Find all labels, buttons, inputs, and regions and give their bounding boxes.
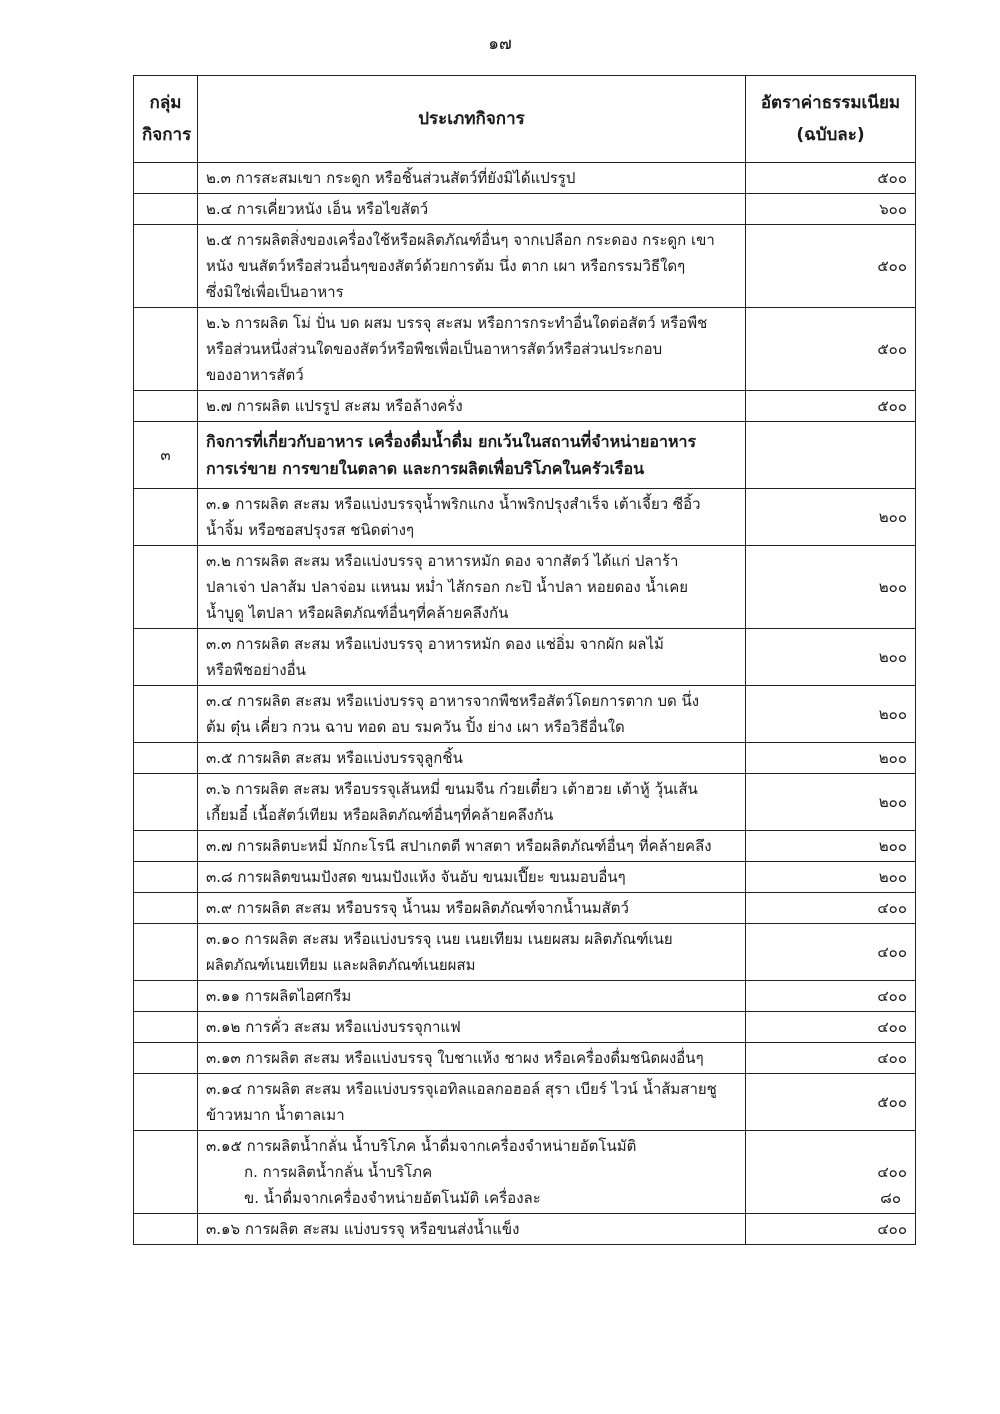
fee-value: ๒๐๐ <box>746 743 916 774</box>
fee-value: ๒๐๐ <box>746 774 916 831</box>
group-cell <box>134 163 198 194</box>
table-row <box>134 1043 916 1074</box>
activity-cell <box>198 391 746 422</box>
table-row <box>134 308 916 391</box>
table-row <box>134 774 916 831</box>
group-cell <box>134 924 198 981</box>
group-cell <box>134 225 198 308</box>
activity-line: การเร่ขาย การขายในตลาด และการผลิตเพื่อบริโภคในครัวเรือน <box>206 459 645 478</box>
activity-cell <box>198 308 746 391</box>
activity-cell <box>198 1012 746 1043</box>
activity-cell <box>198 1131 746 1214</box>
fee-value: ๕๐๐ <box>746 163 916 194</box>
table-row <box>134 163 916 194</box>
group-cell <box>134 831 198 862</box>
activity-cell <box>198 981 746 1012</box>
fee-value <box>746 422 916 489</box>
group-cell <box>134 686 198 743</box>
table-row <box>134 489 916 546</box>
activity-cell <box>198 743 746 774</box>
fee-value: ๒๐๐ <box>746 546 916 629</box>
fee-table <box>133 75 916 1245</box>
fee-value: ๒๐๐ <box>746 862 916 893</box>
fee-value: ๔๐๐ <box>746 981 916 1012</box>
activity-cell <box>198 893 746 924</box>
group-cell <box>134 1043 198 1074</box>
activity-line: ของอาหารสัตว์ <box>206 366 304 384</box>
activity-cell <box>198 774 746 831</box>
group-cell <box>134 391 198 422</box>
activity-line: น้ำจิ้ม หรือซอสปรุงรส ชนิดต่างๆ <box>206 521 415 539</box>
activity-line: ปลาเจ่า ปลาส้ม ปลาจ่อม แหนม หม่ำ ไส้กรอก กะปิ น้ำปลา หอยดอง น้ำเคย <box>206 578 689 596</box>
activity-line: ๒.๕ การผลิตสิ่งของเครื่องใช้หรือผลิตภัณฑ์อื่นๆ จากเปลือก กระดอง กระดูก เขา <box>206 231 715 249</box>
activity-line: ๓.๘ การผลิตขนมปังสด ขนมปังแห้ง จันอับ ขนมเปี๊ยะ ขนมอบอื่นๆ <box>206 868 626 886</box>
group-cell: ๓ <box>134 422 198 489</box>
fee-value: ๒๐๐ <box>746 489 916 546</box>
group-cell <box>134 774 198 831</box>
page-number: ๑๗ <box>488 34 512 54</box>
activity-line: ๓.๔ การผลิต สะสม หรือแบ่งบรรจุ อาหารจากพืชหรือสัตว์โดยการตาก บด นึ่ง <box>206 692 700 710</box>
activity-cell <box>198 194 746 225</box>
activity-line: ๓.๒ การผลิต สะสม หรือแบ่งบรรจุ อาหารหมัก ดอง จากสัตว์ ได้แก่ ปลาร้า <box>206 552 679 570</box>
fee-cell <box>746 1131 916 1214</box>
activity-cell <box>198 862 746 893</box>
activity-cell <box>198 629 746 686</box>
fee-value: ๔๐๐ <box>746 893 916 924</box>
table-row <box>134 1131 916 1214</box>
table-row <box>134 1012 916 1043</box>
activity-line: กิจการที่เกี่ยวกับอาหาร เครื่องดื่มน้ำดื่ม ยกเว้นในสถานที่จำหน่ายอาหาร <box>206 432 697 451</box>
activity-line: หรือส่วนหนึ่งส่วนใดของสัตว์หรือพืชเพื่อเป็นอาหารสัตว์หรือส่วนประกอบ <box>206 340 663 358</box>
section-heading-row <box>134 422 916 489</box>
activity-line: ๓.๖ การผลิต สะสม หรือบรรจุเส้นหมี่ ขนมจีน ก๋วยเตี๋ยว เต้าฮวย เต้าหู้ วุ้นเส้น <box>206 780 698 798</box>
fee-value: ๕๐๐ <box>746 391 916 422</box>
activity-cell <box>198 489 746 546</box>
table-row <box>134 686 916 743</box>
table-row <box>134 924 916 981</box>
group-cell <box>134 743 198 774</box>
table-row <box>134 893 916 924</box>
fee-value: ๕๐๐ <box>746 308 916 391</box>
table-row <box>134 391 916 422</box>
fee-value: ๖๐๐ <box>746 194 916 225</box>
group-cell <box>134 194 198 225</box>
table-header-row <box>134 76 916 163</box>
activity-subline: ข. น้ำดื่มจากเครื่องจำหน่ายอัตโนมัติ เครื่องละ <box>244 1189 541 1207</box>
header-group: กลุ่ม กิจการ <box>134 76 198 163</box>
fee-value: ๔๐๐ <box>877 1163 907 1181</box>
group-cell <box>134 1214 198 1245</box>
activity-line: ๓.๑๐ การผลิต สะสม หรือแบ่งบรรจุ เนย เนยเทียม เนยผสม ผลิตภัณฑ์เนย <box>206 930 673 948</box>
table-row <box>134 862 916 893</box>
fee-value: ๔๐๐ <box>746 924 916 981</box>
activity-line: ๓.๑๑ การผลิตไอศกรีม <box>206 987 352 1005</box>
table-row <box>134 981 916 1012</box>
activity-cell <box>198 924 746 981</box>
activity-cell <box>198 422 746 489</box>
fee-value: ๘๐ <box>880 1189 901 1207</box>
activity-line: ๓.๙ การผลิต สะสม หรือบรรจุ น้ำนม หรือผลิตภัณฑ์จากน้ำนมสัตว์ <box>206 899 629 917</box>
activity-line: ๒.๓ การสะสมเขา กระดูก หรือชิ้นส่วนสัตว์ที่ยังมิได้แปรรูป <box>206 169 576 187</box>
activity-line: หรือพืชอย่างอื่น <box>206 661 306 679</box>
table-row <box>134 194 916 225</box>
activity-line: ซึ่งมิใช่เพื่อเป็นอาหาร <box>206 283 344 301</box>
table-row <box>134 1074 916 1131</box>
fee-value: ๔๐๐ <box>746 1043 916 1074</box>
table-row <box>134 629 916 686</box>
group-cell <box>134 629 198 686</box>
group-cell <box>134 1074 198 1131</box>
table-row <box>134 831 916 862</box>
activity-line: ข้าวหมาก น้ำตาลเมา <box>206 1106 345 1124</box>
group-cell <box>134 893 198 924</box>
group-cell <box>134 489 198 546</box>
activity-line: ๓.๑๔ การผลิต สะสม หรือแบ่งบรรจุเอทิลแอลกอฮอล์ สุรา เบียร์ ไวน์ น้ำส้มสายชู <box>206 1080 717 1098</box>
fee-value: ๒๐๐ <box>746 686 916 743</box>
group-cell <box>134 1131 198 1214</box>
activity-cell <box>198 163 746 194</box>
activity-line: ๓.๑๓ การผลิต สะสม หรือแบ่งบรรจุ ใบชาแห้ง ชาผง หรือเครื่องดื่มชนิดผงอื่นๆ <box>206 1049 704 1067</box>
activity-line: ๓.๑๒ การคั่ว สะสม หรือแบ่งบรรจุกาแฟ <box>206 1018 461 1036</box>
activity-line: ๒.๖ การผลิต โม่ ปั่น บด ผสม บรรจุ สะสม หรือการกระทำอื่นใดต่อสัตว์ หรือพืช <box>206 314 708 332</box>
group-cell <box>134 862 198 893</box>
group-cell <box>134 546 198 629</box>
activity-cell <box>198 1074 746 1131</box>
activity-line: หนัง ขนสัตว์หรือส่วนอื่นๆของสัตว์ด้วยการต้ม นึ่ง ตาก เผา หรือกรรมวิธีใดๆ <box>206 257 686 275</box>
activity-line: น้ำบูดู ไตปลา หรือผลิตภัณฑ์อื่นๆที่คล้ายคลึงกัน <box>206 604 509 622</box>
activity-line: ๒.๗ การผลิต แปรรูป สะสม หรือล้างครั่ง <box>206 397 463 415</box>
activity-cell <box>198 831 746 862</box>
group-cell <box>134 308 198 391</box>
fee-value: ๒๐๐ <box>746 629 916 686</box>
activity-cell: ๓.๑๖ การผลิต สะสม แบ่งบรรจุ หรือขนส่งน้ำแข็ง <box>198 1214 746 1245</box>
fee-value: ๔๐๐ <box>746 1012 916 1043</box>
fee-value: ๕๐๐ <box>746 225 916 308</box>
group-cell <box>134 1012 198 1043</box>
table-row <box>134 1214 916 1245</box>
activity-line: ผลิตภัณฑ์เนยเทียม และผลิตภัณฑ์เนยผสม <box>206 956 476 974</box>
activity-line: ๓.๑ การผลิต สะสม หรือแบ่งบรรจุน้ำพริกแกง น้ำพริกปรุงสำเร็จ เต้าเจี้ยว ซีอิ้ว <box>206 495 701 513</box>
table-row <box>134 743 916 774</box>
activity-cell <box>198 1043 746 1074</box>
activity-line: เกี้ยมอี๋ เนื้อสัตว์เทียม หรือผลิตภัณฑ์อื่นๆที่คล้ายคลึงกัน <box>206 806 554 824</box>
activity-line: ๒.๔ การเคี่ยวหนัง เอ็น หรือไขสัตว์ <box>206 200 429 218</box>
fee-value: ๔๐๐ <box>746 1214 916 1245</box>
activity-subline: ก. การผลิตน้ำกลั่น น้ำบริโภค <box>244 1163 433 1181</box>
fee-value: ๒๐๐ <box>746 831 916 862</box>
table-row <box>134 225 916 308</box>
activity-cell <box>198 546 746 629</box>
activity-line: ๓.๓ การผลิต สะสม หรือแบ่งบรรจุ อาหารหมัก ดอง แช่อิ่ม จากผัก ผลไม้ <box>206 635 664 653</box>
activity-line: ต้ม ตุ๋น เคี่ยว กวน ฉาบ ทอด อบ รมควัน ปิ้ง ย่าง เผา หรือวิธีอื่นใด <box>206 718 625 736</box>
group-cell <box>134 981 198 1012</box>
activity-cell <box>198 225 746 308</box>
activity-cell <box>198 686 746 743</box>
header-fee: อัตราค่าธรรมเนียม (ฉบับละ) <box>746 76 916 163</box>
activity-line: ๓.๗ การผลิตบะหมี่ มักกะโรนี สปาเกตตี พาสตา หรือผลิตภัณฑ์อื่นๆ ที่คล้ายคลึง <box>206 837 712 855</box>
header-type: ประเภทกิจการ <box>198 76 746 163</box>
activity-line: ๓.๑๕ การผลิตน้ำกลั่น น้ำบริโภค น้ำดื่มจากเครื่องจำหน่ายอัตโนมัติ <box>206 1137 637 1155</box>
activity-line: ๓.๕ การผลิต สะสม หรือแบ่งบรรจุลูกชิ้น <box>206 749 463 767</box>
table-row <box>134 546 916 629</box>
fee-value: ๕๐๐ <box>746 1074 916 1131</box>
